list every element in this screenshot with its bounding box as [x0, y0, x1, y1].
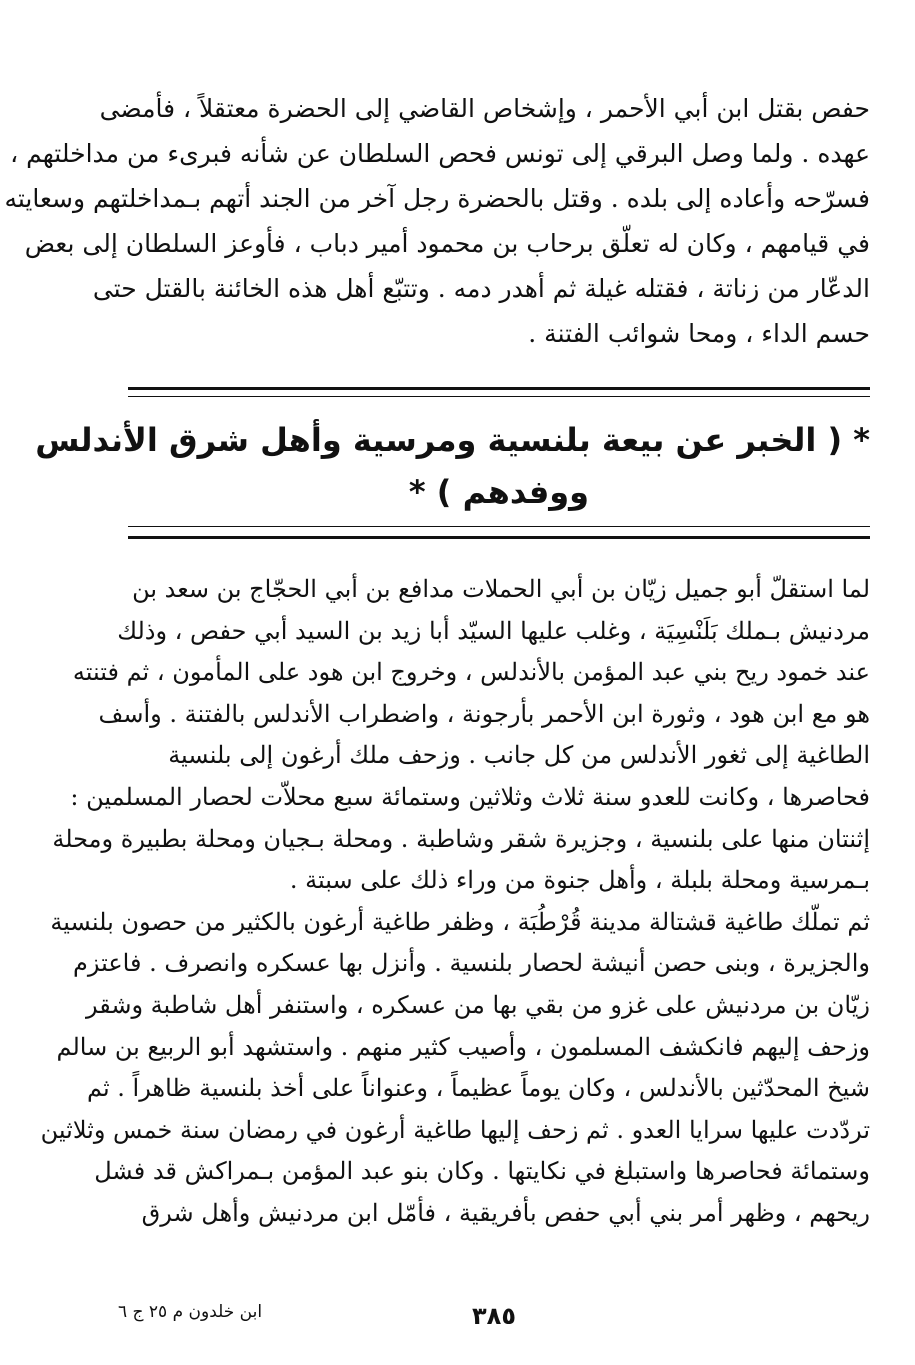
heading-line: ووفدهم ) * — [408, 473, 590, 511]
text-line: زيّان بن مردنيش على غزو من بقي بها من عسكره ، واستنفر أهل شاطبة وشقر — [85, 990, 870, 1019]
text-line: عند خمود ريح بني عبد المؤمن بالأندلس ، وخروج ابن هود على المأمون ، ثم فتنته — [72, 658, 870, 687]
text-line: ريحهم ، وظهر أمر بني أبي حفص بأفريقية ، فأمّل ابن مردنيش وأهل شرق — [141, 1198, 870, 1227]
text-line: حفص بقتل ابن أبي الأحمر ، وإشخاص القاضي إلى الحضرة معتقلاً ، فأمضى — [99, 94, 870, 123]
text-line: وستمائة فحاصرها واستبلغ في نكايتها . وكان بنو عبد المؤمن بـمراكش قد فشل — [94, 1157, 870, 1186]
text-line: بـمرسية ومحلة بلبلة ، وأهل جنوة من وراء ذلك على سبتة . — [289, 866, 870, 895]
text-line: الطاغية إلى ثغور الأندلس من كل جانب . وزحف ملك أرغون إلى بلنسية — [168, 741, 870, 770]
text-line: شيخ المحدّثين بالأندلس ، وكان يوماً عظيماً ، وعنواناً على أخذ بلنسية ظاهراً . ثم — [86, 1074, 870, 1103]
text-line: فسرّحه وأعاده إلى بلده . وقتل بالحضرة رجل آخر من الجند أتهم بـمداخلتهم وسعايته — [4, 184, 870, 213]
divider-thin-top — [128, 396, 870, 397]
divider-thick-top — [128, 387, 870, 390]
divider-thin-bottom — [128, 526, 870, 527]
text-line: مردنيش بـملك بَلَنْسِيَة ، وغلب عليها السيّد أبا زيد بن السيد أبي حفص ، وذلك — [117, 616, 870, 645]
text-line: لما استقلّ أبو جميل زيّان بن أبي الحملات مدافع بن أبي الحجّاج بن سعد بن — [132, 575, 870, 603]
text-line: فحاصرها ، وكانت للعدو سنة ثلاث وثلاثين وستمائة سبع محلاّت لحصار المسلمين : — [70, 782, 870, 811]
top-paragraph — [4, 86, 870, 356]
text-line: ثم تملّك طاغية قشتالة مدينة قُرْطُبَة ، وظفر طاغية أرغون بالكثير من حصون بلنسية — [50, 907, 870, 936]
text-line: في قيامهم ، وكان له تعلّق برحاب بن محمود أمير دباب ، فأوعز السلطان إلى بعض — [24, 229, 870, 258]
heading-line: * ( الخبر عن بيعة بلنسية ومرسية وأهل شرق الأندلس — [35, 421, 870, 459]
text-line: حسم الداء ، ومحا شوائب الفتنة . — [528, 319, 870, 348]
body-paragraph — [40, 569, 870, 1235]
text-line: إثنتان منها على بلنسية ، وجزيرة شقر وشاطبة . ومحلة بـجيان ومحلة بطبيرة ومحلة — [52, 824, 870, 853]
divider-thick-bottom — [128, 536, 870, 539]
text-line: تردّدت عليها سرايا العدو . ثم زحف إليها طاغية أرغون في رمضان سنة خمس وثلاثين — [40, 1115, 870, 1144]
text-line: هو مع ابن هود ، وثورة ابن الأحمر بأرجونة ، واضطراب الأندلس بالفتنة . وأسف — [98, 699, 870, 728]
text-line: الدعّار من زناتة ، فقتله غيلة ثم أهدر دمه . وتتبّع أهل هذه الخائنة بالقتل حتى — [92, 274, 870, 303]
text-line: وزحف إليهم فانكشف المسلمون ، وأصيب كثير منهم . واستشهد أبو الربيع بن سالم — [56, 1032, 870, 1061]
page-number: ٣٨٥ — [472, 1302, 516, 1330]
page-footer — [118, 1302, 870, 1332]
text-line: عهده . ولما وصل البرقي إلى تونس فحص السلطان عن شأنه فبرىء من مداخلتهم ، — [10, 139, 870, 168]
text-line: والجزيرة ، وبنى حصن أنيشة لحصار بلنسية . وأنزل بها عسكره وانصرف . فاعتزم — [73, 949, 870, 978]
printer-signature: ابن خلدون م ٢٥ ج ٦ — [118, 1302, 263, 1322]
section-heading — [35, 414, 870, 518]
